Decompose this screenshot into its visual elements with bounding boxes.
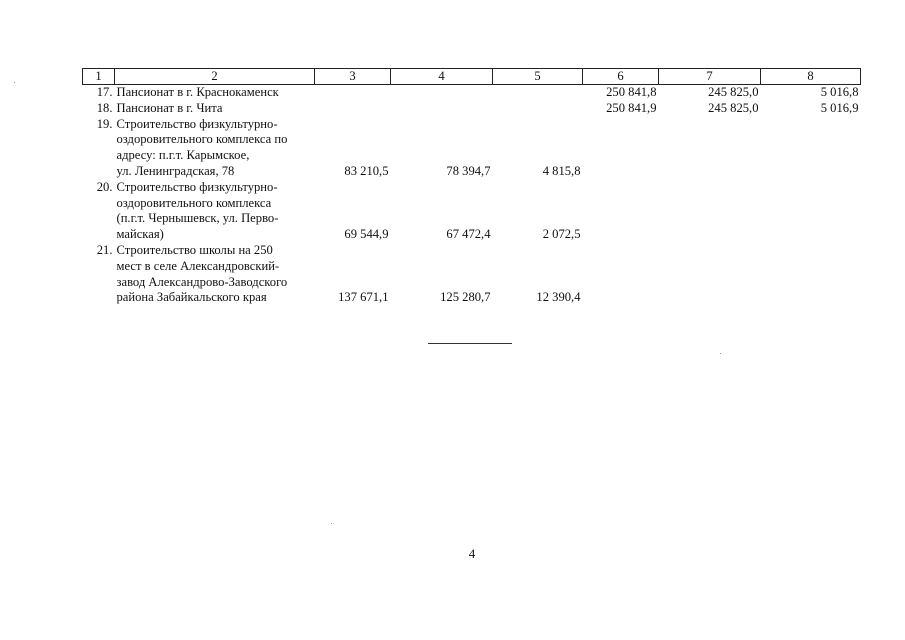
row-col-8: 5 016,8 — [820, 85, 859, 99]
row-name — [115, 243, 315, 306]
row-col-7 — [659, 117, 761, 180]
row-name-line: (п.г.т. Чернышевск, ул. Перво- — [116, 211, 279, 226]
row-name-line: майская) — [116, 227, 164, 242]
table-row — [83, 243, 861, 306]
row-name-line: района Забайкальского края — [116, 290, 267, 305]
table-row — [83, 180, 861, 243]
row-col-8 — [761, 117, 861, 180]
table-row — [83, 117, 861, 180]
row-name-line: адресу: п.г.т. Карымское, — [116, 148, 250, 163]
row-col-4 — [391, 85, 493, 101]
row-col-5: 12 390,4 — [536, 290, 581, 305]
row-col-7 — [659, 180, 761, 243]
page-number: 4 — [468, 546, 476, 561]
row-col-4 — [391, 101, 493, 117]
row-name-line: ул. Ленинградская, 78 — [116, 163, 235, 178]
row-col-6: 250 841,8 — [606, 85, 657, 99]
row-col-7: 245 825,0 — [708, 85, 759, 99]
row-name: Пансионат в г. Краснокаменск — [116, 85, 279, 99]
row-col-5: 2 072,5 — [542, 227, 581, 242]
budget-table — [82, 68, 861, 306]
row-number: 18. — [96, 100, 113, 115]
header-col-8: 8 — [761, 69, 861, 85]
table-header — [83, 69, 861, 85]
header-col-5: 5 — [493, 69, 583, 85]
row-number: 20. — [96, 179, 113, 194]
row-col-4: 67 472,4 — [446, 227, 491, 242]
row-number: 17. — [96, 85, 113, 99]
row-col-8 — [761, 180, 861, 243]
row-col-5 — [493, 85, 583, 101]
row-col-3: 83 210,5 — [344, 163, 389, 178]
row-number: 21. — [96, 242, 113, 257]
table-row — [83, 101, 861, 117]
header-row — [83, 69, 861, 85]
row-col-8 — [761, 243, 861, 306]
row-col-6: 250 841,9 — [606, 100, 657, 115]
row-col-4: 125 280,7 — [440, 290, 491, 305]
row-col-6 — [583, 117, 659, 180]
row-name-line: завод Александрово-Заводского — [116, 274, 288, 289]
row-col-7: 245 825,0 — [708, 100, 759, 115]
row-col-3: 137 671,1 — [338, 290, 389, 305]
header-col-1: 1 — [83, 69, 115, 85]
row-col-7 — [659, 243, 761, 306]
row-name-line: оздоровительного комплекса по — [116, 132, 288, 147]
section-divider — [428, 343, 512, 344]
row-col-3 — [315, 101, 391, 117]
row-name-line: мест в селе Александровский- — [116, 258, 280, 273]
header-col-7: 7 — [659, 69, 761, 85]
row-col-6 — [583, 180, 659, 243]
row-name — [115, 180, 315, 243]
header-col-2: 2 — [115, 69, 315, 85]
row-col-5: 4 815,8 — [542, 163, 581, 178]
row-name-line: Строительство физкультурно- — [116, 116, 278, 131]
scan-speck — [331, 523, 332, 524]
row-col-6 — [583, 243, 659, 306]
row-name-line: оздоровительного комплекса — [116, 195, 272, 210]
header-col-3: 3 — [315, 69, 391, 85]
scan-speck — [720, 353, 721, 354]
row-col-3 — [315, 85, 391, 101]
header-col-4: 4 — [391, 69, 493, 85]
row-col-8: 5 016,9 — [820, 100, 859, 115]
table-body — [83, 85, 861, 307]
row-col-5 — [493, 101, 583, 117]
row-name-line: Строительство физкультурно- — [116, 179, 278, 194]
header-col-6: 6 — [583, 69, 659, 85]
row-name — [115, 117, 315, 180]
row-col-3: 69 544,9 — [344, 227, 389, 242]
row-name-line: Строительство школы на 250 — [116, 242, 273, 257]
table-row — [83, 85, 861, 101]
scan-speck — [14, 82, 15, 83]
row-number: 19. — [96, 116, 113, 131]
row-col-4: 78 394,7 — [446, 163, 491, 178]
row-name: Пансионат в г. Чита — [116, 100, 223, 115]
